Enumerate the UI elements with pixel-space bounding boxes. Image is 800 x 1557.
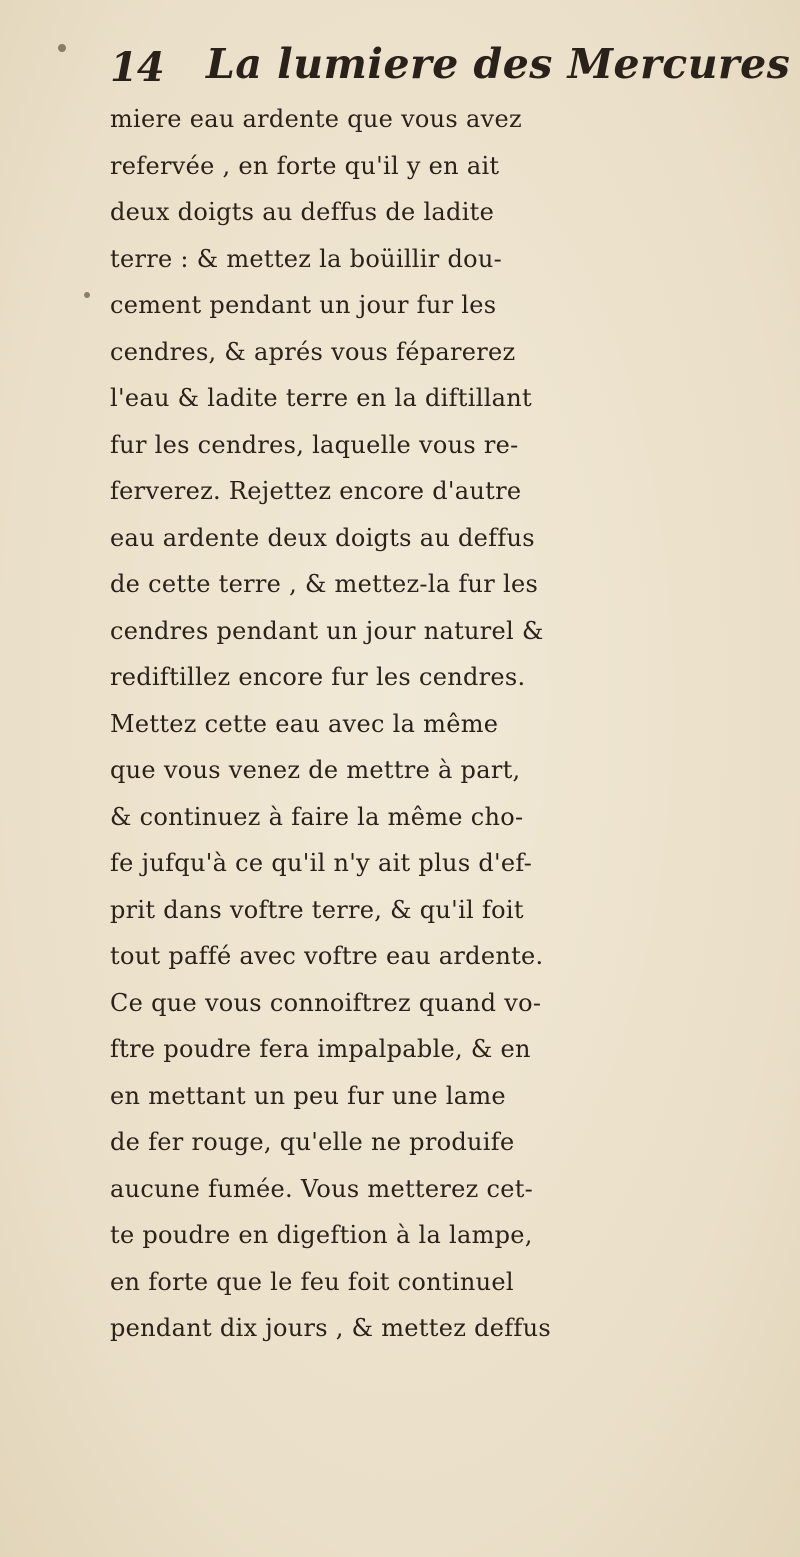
text-line: terre : & mettez la boüillir dou- [110, 244, 503, 273]
ink-spot [84, 292, 90, 298]
text-line: prit dans voftre terre, & qu'il foit [110, 895, 524, 924]
body-text [110, 96, 800, 1352]
text-line: ftre poudre fera impalpable, & en [110, 1035, 531, 1063]
text-line: miere eau ardente que vous avez [110, 105, 522, 133]
text-line: eau ardente deux doigts au deffus [110, 523, 535, 552]
text-line: te poudre en digeftion à la lampe, [110, 1221, 533, 1249]
text-line: tout paffé avec voftre eau ardente. [110, 942, 544, 970]
text-line: en mettant un peu fur une lame [110, 1081, 506, 1110]
text-line: deux doigts au deffus de ladite [110, 198, 495, 226]
running-title: La lumiere des Mercures [206, 40, 791, 88]
text-line: Mettez cette eau avec la même [110, 709, 499, 738]
text-line: fur les cendres, laquelle vous re- [110, 430, 519, 459]
text-line: cendres pendant un jour naturel & [110, 616, 544, 645]
ink-spot [58, 44, 66, 52]
text-line: Ce que vous connoiftrez quand vo- [110, 988, 542, 1017]
text-line: cendres, & aprés vous féparerez [110, 337, 516, 366]
text-line: de cette terre , & mettez-la fur les [110, 570, 539, 598]
text-line: aucune fumée. Vous metterez cet- [110, 1174, 534, 1203]
text-line: que vous venez de mettre à part, [110, 756, 521, 784]
text-line: pendant dix jours , & mettez deffus [110, 1314, 551, 1342]
text-line: de fer rouge, qu'elle ne produife [110, 1128, 515, 1156]
text-line: cement pendant un jour fur les [110, 291, 497, 319]
text-line: l'eau & ladite terre en la diftillant [110, 384, 532, 412]
page-header [110, 36, 791, 96]
text-line: rediftillez encore fur les cendres. [110, 663, 526, 691]
text-line: fe jufqu'à ce qu'il n'y ait plus d'ef- [110, 849, 533, 877]
text-line: & continuez à faire la même cho- [110, 802, 524, 831]
page-number: 14 [110, 44, 164, 91]
text-line: ferverez. Rejettez encore d'autre [110, 477, 522, 505]
text-line: en forte que le feu foit continuel [110, 1267, 514, 1296]
text-line: refervée , en forte qu'il y en ait [110, 151, 500, 180]
